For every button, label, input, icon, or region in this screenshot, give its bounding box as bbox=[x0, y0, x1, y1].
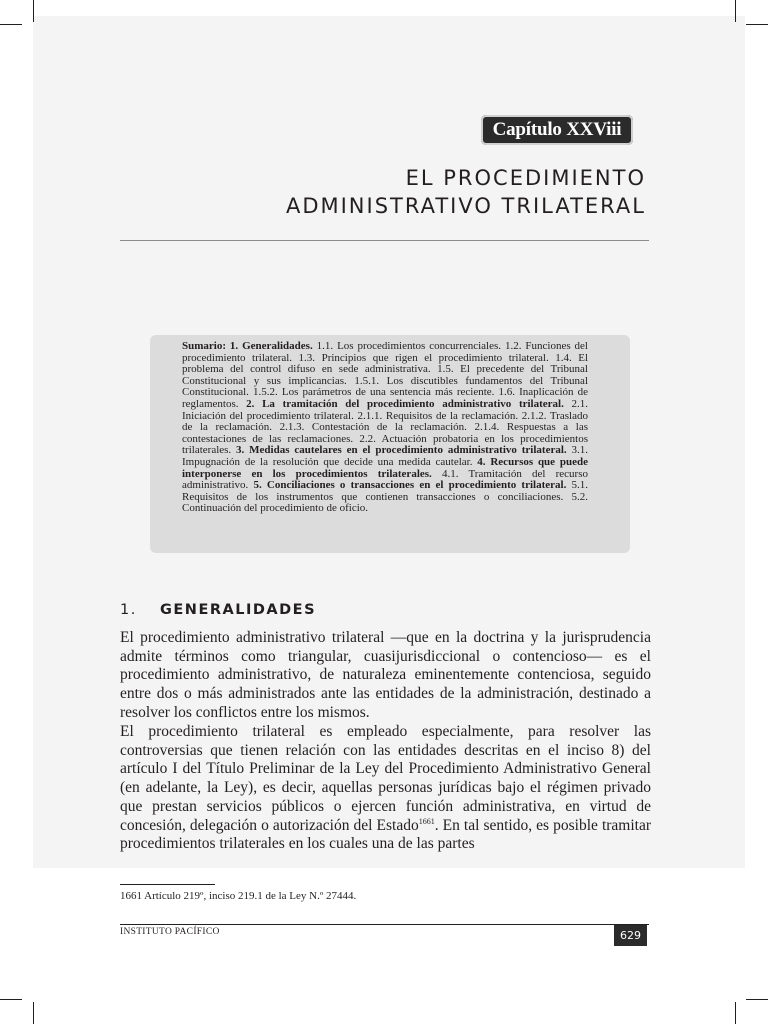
chapter-title-line-1: EL PROCEDIMIENTO bbox=[405, 166, 646, 190]
paragraph-2-text: . En tal sentido, es posible tramitar procedimientos trilaterales en los cuales una de las partes bbox=[120, 816, 651, 853]
footnote-divider bbox=[120, 884, 215, 885]
paragraph-1: El procedimiento administrativo trilateral —que en la doctrina y la jurisprudencia admite términos como triangular, cuasijurisdiccional o contencioso— es el procedimiento administrativo, de naturaleza eminentemente contenciosa, seguido entre dos o más administrados ante las entidades de la administración, destinado a resolver los conflictos entre los mismos. bbox=[120, 629, 651, 721]
chapter-title bbox=[226, 164, 646, 220]
footnote-reference[interactable]: 1661 bbox=[418, 816, 435, 826]
summary-text bbox=[182, 341, 588, 515]
crop-mark bbox=[33, 0, 34, 22]
crop-mark bbox=[735, 1002, 736, 1024]
title-divider bbox=[120, 240, 649, 241]
section-number: 1. bbox=[120, 602, 137, 618]
summary-heading: 3. Medidas cautelares en el procedimiento administrativo trilateral. bbox=[236, 444, 567, 457]
crop-mark bbox=[33, 1002, 34, 1024]
chapter-title-line-2: ADMINISTRATIVO TRILATERAL bbox=[285, 194, 646, 218]
footer-divider bbox=[120, 924, 649, 925]
summary-part: 3.1. Impugnación de la resolución que decide una medida cautelar. bbox=[182, 444, 589, 468]
crop-mark bbox=[746, 24, 768, 25]
paragraph-2-text: El procedimiento trilateral es empleado especialmente, para resolver las controversias que tienen relación con las entidades descritas en el inciso 8) del artículo I del Título Preliminar de la Ley del Procedimiento Administrativo General (en adelante, la Ley), es decir, aquellas personas jurídicas bajo el régimen privado que prestan servicios públicos o ejercen función administrativa, en virtud de concesión, delegación o autorización del Estado bbox=[120, 723, 651, 834]
summary-part: 5.1. Requisitos de los instrumentos que contienen transacciones o conciliaciones. 5.2. Continuación del procedimiento de oficio. bbox=[182, 479, 589, 515]
crop-mark bbox=[735, 0, 736, 22]
summary-part: 4.1. Tramitación del recurso administrativo. bbox=[182, 467, 589, 492]
section-title: GENERALIDADES bbox=[160, 602, 317, 618]
crop-mark bbox=[746, 999, 768, 1000]
summary-heading: 4. Recursos que puede interponerse en los procedimientos trilaterales. bbox=[182, 455, 588, 480]
summary-part: 1.1. Los procedimientos concurrenciales. 1.2. Funciones del procedimiento trilateral. 1.3. Principios que rigen el procedimiento trilateral. 1.4. El problema del control difuso en sede administrativa. 1.5. El precedente del Tribunal Constitucional y sus implicancias. 1.5.1. Los discutibles fundamentos del Tribunal Constitucional. 1.5.2. Los parámetros de una sentencia más reciente. 1.6. Inaplicación de reglamentos. bbox=[182, 340, 588, 410]
summary-heading: 5. Conciliaciones o transacciones en el procedimiento trilateral. bbox=[253, 479, 567, 492]
crop-mark bbox=[0, 999, 22, 1000]
page-number: 629 bbox=[614, 925, 647, 946]
publisher-name: INSTITUTO PACÍFICO bbox=[120, 927, 220, 937]
summary-heading: Sumario: 1. Generalidades. bbox=[182, 340, 313, 352]
summary-heading: 2. La tramitación del procedimiento administrativo trilateral. bbox=[246, 397, 564, 410]
section-heading bbox=[120, 602, 316, 618]
chapter-label: Capítulo XXViii bbox=[481, 115, 633, 145]
crop-mark bbox=[0, 24, 22, 25]
paragraph-2 bbox=[120, 723, 651, 854]
summary-part: 2.1. Iniciación del procedimiento trilateral. 2.1.1. Requisitos de la reclamación. 2.1.2. Traslado de la reclamación. 2.1.3. Contestación de la reclamación. 2.1.4. Respuestas a las contestaciones de las reclamaciones. 2.2. Actuación probatoria en los procedimientos trilaterales. bbox=[182, 397, 589, 457]
footnote: 1661 Artículo 219º, inciso 219.1 de la Ley N.º 27444. bbox=[120, 890, 357, 902]
